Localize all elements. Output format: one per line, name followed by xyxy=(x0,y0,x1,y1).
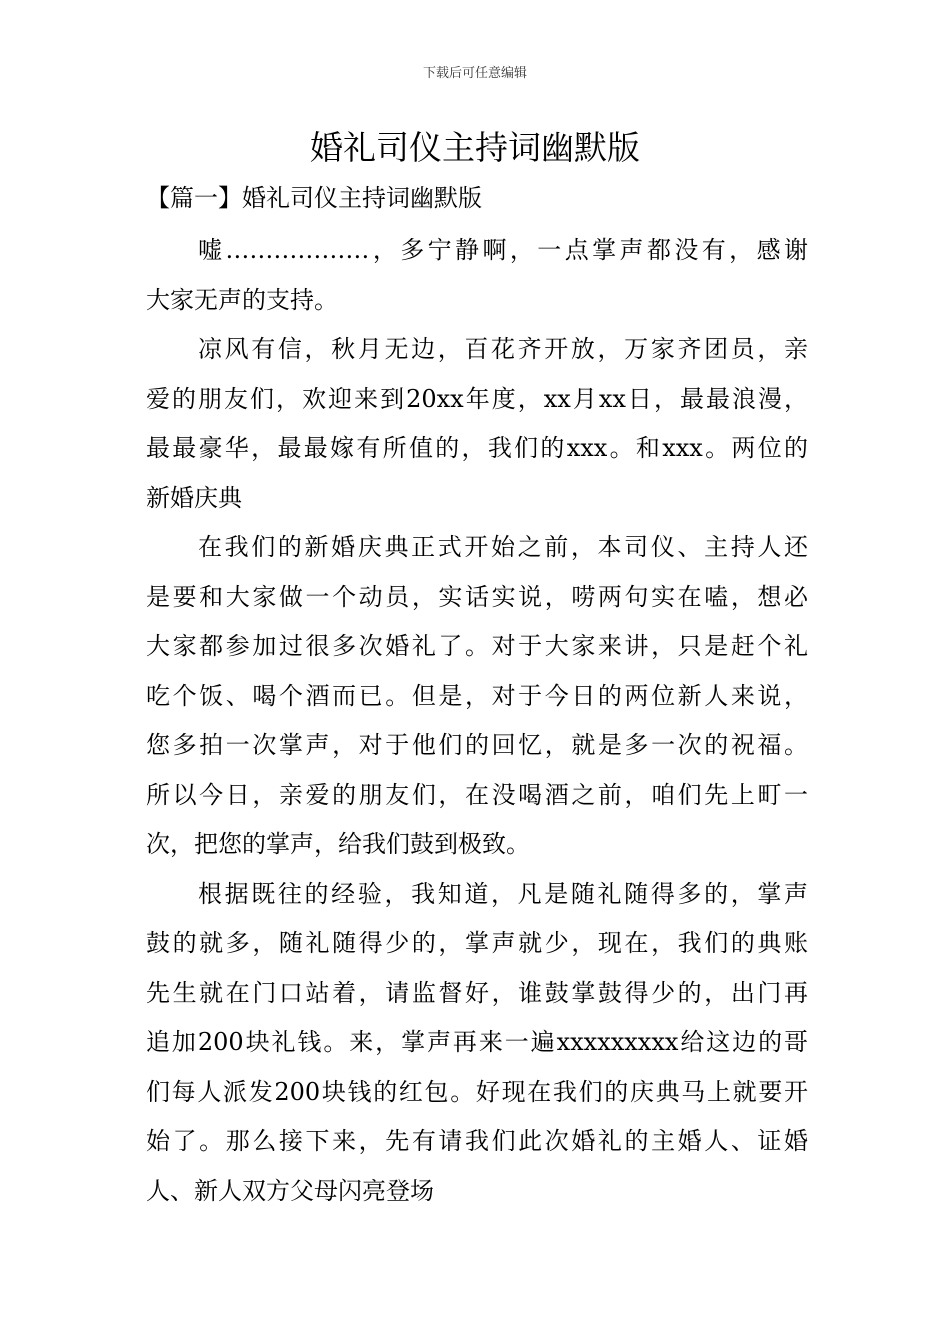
paragraph xyxy=(146,523,808,870)
text-line: 始了。那么接下来，先有请我们此次婚礼的主婚人、证婚 xyxy=(146,1127,808,1155)
text-line: 新婚庆典 xyxy=(146,483,242,512)
text-line: 凉风有信，秋月无边，百花齐开放，万家齐团员，亲 xyxy=(198,335,808,363)
paragraph xyxy=(146,325,808,523)
document-title: 婚礼司仪主持词幽默版 xyxy=(310,128,640,167)
text-line: 所以今日，亲爱的朋友们，在没喝酒之前，咱们先上町一 xyxy=(146,780,808,809)
text-line: 您多拍一次掌声，对于他们的回忆，就是多一次的祝福。 xyxy=(146,731,808,759)
page-header-note: 下载后可任意编辑 xyxy=(422,66,527,81)
text-line: 追加200块礼钱。来，掌声再来一遍xxxxxxxxx给这边的哥 xyxy=(146,1028,808,1056)
section-heading: 【篇一】婚礼司仪主持词幽默版 xyxy=(146,184,482,212)
text-line: 根据既往的经验，我知道，凡是随礼随得多的，掌声 xyxy=(198,879,808,908)
text-line: 们每人派发200块钱的红包。好现在我们的庆典马上就要开 xyxy=(146,1077,808,1106)
paragraph xyxy=(146,870,808,1217)
text-line: 先生就在门口站着，请监督好，谁鼓掌鼓得少的，出门再 xyxy=(146,978,808,1007)
text-line: 是要和大家做一个动员，实话实说，唠两句实在嗑，想必 xyxy=(146,582,808,611)
text-line: 人、新人双方父母闪亮登场 xyxy=(146,1176,434,1205)
text-line: 鼓的就多，随礼随得少的，掌声就少，现在，我们的典账 xyxy=(146,929,808,957)
text-line: 嘘………………，多宁静啊，一点掌声都没有，感谢 xyxy=(198,236,808,264)
text-line: 吃个饭、喝个酒而已。但是，对于今日的两位新人来说， xyxy=(146,681,808,710)
text-line: 次，把您的掌声，给我们鼓到极致。 xyxy=(146,830,530,858)
text-line: 爱的朋友们，欢迎来到20xx年度，xx月xx日，最最浪漫， xyxy=(146,384,808,413)
text-line: 最最豪华，最最嫁有所值的，我们的xxx。和xxx。两位的 xyxy=(146,434,808,462)
text-line: 大家都参加过很多次婚礼了。对于大家来讲，只是赶个礼 xyxy=(146,632,808,660)
document-body xyxy=(146,226,808,1216)
text-line: 大家无声的支持。 xyxy=(146,285,338,314)
paragraph xyxy=(146,226,808,325)
text-line: 在我们的新婚庆典正式开始之前，本司仪、主持人还 xyxy=(198,533,808,561)
